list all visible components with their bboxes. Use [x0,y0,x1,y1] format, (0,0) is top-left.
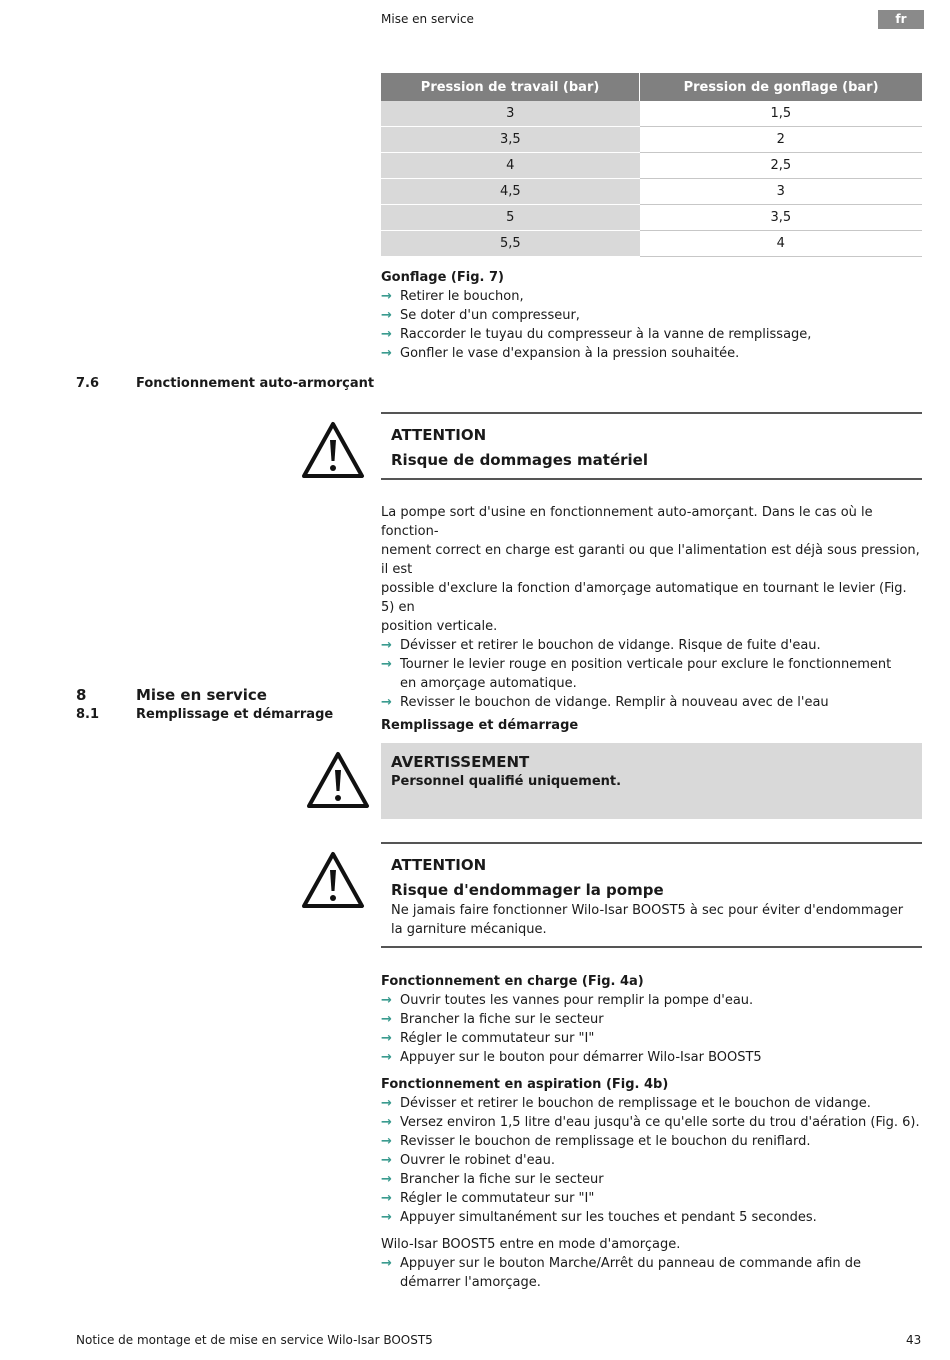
list-item: → Versez environ 1,5 litre d'eau jusqu'à ce qu'elle sorte du trou d'aération (Fig. 6). [381,1115,920,1130]
arrow-icon: → [381,1172,392,1187]
table-cell: 3,5 [381,127,640,153]
table-row [381,231,922,257]
notice-label: ATTENTION [391,426,487,444]
warning-triangle-icon [300,420,366,480]
section-title-8: Mise en service [136,686,267,704]
gonflage-section [381,268,922,363]
notice-subtitle: Risque d'endommager la pompe [391,881,664,899]
arrow-icon: → [381,346,392,361]
table-cell: 4 [381,153,640,179]
arrow-icon: → [381,695,392,710]
section-7-6-body [381,503,922,712]
list-item: → Revisser le bouchon de vidange. Remplir à nouveau avec de l'eau [381,695,829,710]
list-item: → Dévisser et retirer le bouchon de remplissage et le bouchon de vidange. [381,1096,871,1111]
attention-notice-damage [381,412,922,480]
arrow-icon: → [381,993,392,1008]
list-item: → Revisser le bouchon de remplissage et le bouchon du reniflard. [381,1134,811,1149]
arrow-icon: → [381,1031,392,1046]
section-number-8: 8 [76,686,87,704]
list-item: → Ouvrir toutes les vannes pour remplir la pompe d'eau. [381,993,754,1008]
list-item: → Brancher la fiche sur le secteur [381,1012,604,1027]
table-cell: 4,5 [381,179,640,205]
table-row [381,179,922,205]
table-cell: 1,5 [640,101,922,127]
amorcage-text: Wilo-Isar BOOST5 entre en mode d'amorçage. [381,1237,681,1252]
instruction-list [381,636,922,712]
section-title-7-6: Fonctionnement auto-armorçant [136,376,375,391]
arrow-icon: → [381,1256,392,1271]
notice-text: Ne jamais faire fonctionner Wilo-Isar BOOST5 à sec pour éviter d'endommager la garniture mécanique. [391,903,904,937]
list-item: → Appuyer simultanément sur les touches et pendant 5 secondes. [381,1210,817,1225]
arrow-icon: → [381,308,392,323]
gonflage-list [381,287,922,363]
table-header-inflation-pressure: Pression de gonflage (bar) [640,73,922,101]
section-number-7-6: 7.6 [76,376,100,391]
table-row [381,205,922,231]
list-item: → Appuyer sur le bouton pour démarrer Wilo-Isar BOOST5 [381,1050,762,1065]
list-item: → Régler le commutateur sur "I" [381,1031,595,1046]
arrow-icon: → [381,327,392,342]
subsection-heading: Remplissage et démarrage [381,718,579,733]
charge-section [381,972,922,1067]
table-row [381,101,922,127]
warning-triangle-icon [305,750,371,810]
amorcage-list [381,1254,922,1292]
table-cell: 3 [640,179,922,205]
list-item: → Se doter d'un compresseur, [381,308,580,323]
aspiration-list [381,1094,922,1227]
list-item: → Ouvrer le robinet d'eau. [381,1153,555,1168]
notice-subtitle: Risque de dommages matériel [391,451,648,469]
header-title: Mise en service [381,12,474,26]
section-title-8-1: Remplissage et démarrage [136,707,334,722]
arrow-icon: → [381,1012,392,1027]
arrow-icon: → [381,1096,392,1111]
list-item: → Retirer le bouchon, [381,289,524,304]
charge-title: Fonctionnement en charge (Fig. 4a) [381,974,644,989]
table-header-row [381,73,922,101]
notice-label: ATTENTION [391,856,487,874]
amorcage-section [381,1235,922,1292]
arrow-icon: → [381,657,392,672]
language-badge: fr [878,10,924,29]
arrow-icon: → [381,638,392,653]
list-item: → Brancher la fiche sur le secteur [381,1172,604,1187]
warning-triangle-icon [300,850,366,910]
list-item: → Dévisser et retirer le bouchon de vidange. Risque de fuite d'eau. [381,638,821,653]
arrow-icon: → [381,1050,392,1065]
arrow-icon: → [381,1115,392,1130]
table-cell: 5,5 [381,231,640,257]
notice-subtitle: Personnel qualifié uniquement. [391,774,622,789]
pressure-table [381,73,922,257]
list-item: → Gonfler le vase d'expansion à la pression souhaitée. [381,346,740,361]
list-item: → Régler le commutateur sur "I" [381,1191,595,1206]
arrow-icon: → [381,289,392,304]
table-header-working-pressure: Pression de travail (bar) [381,73,640,101]
arrow-icon: → [381,1153,392,1168]
aspiration-section [381,1075,922,1227]
arrow-icon: → [381,1210,392,1225]
section-number-8-1: 8.1 [76,707,100,722]
footer-text: Notice de montage et de mise en service Wilo-Isar BOOST5 [76,1333,433,1347]
page-number: 43 [906,1333,922,1347]
table-cell: 3,5 [640,205,922,231]
table-cell: 3 [381,101,640,127]
table-cell: 2 [640,127,922,153]
charge-list [381,991,922,1067]
table-row [381,127,922,153]
warning-notice-qualified [381,743,922,819]
paragraph: La pompe sort d'usine en fonctionnement auto-amorçant. Dans le cas où le fonction- nement correct en charge est garanti ou que l'alimentation est déjà sous pression, il est possible d'exclure la fonction d'amorçage automatique en tournant le levier (Fig. 5) en position verticale. [381,505,920,634]
list-item: → Tourner le levier rouge en position verticale pour exclure le fonctionnement en amorçage automatique. [381,657,892,691]
arrow-icon: → [381,1191,392,1206]
aspiration-title: Fonctionnement en aspiration (Fig. 4b) [381,1077,669,1092]
list-item: → Raccorder le tuyau du compresseur à la vanne de remplissage, [381,327,812,342]
table-cell: 5 [381,205,640,231]
notice-label: AVERTISSEMENT [391,753,530,771]
table-cell: 2,5 [640,153,922,179]
gonflage-title: Gonflage (Fig. 7) [381,270,504,285]
arrow-icon: → [381,1134,392,1149]
attention-notice-pump [381,842,922,948]
table-row [381,153,922,179]
table-cell: 4 [640,231,922,257]
list-item: → Appuyer sur le bouton Marche/Arrêt du panneau de commande afin de démarrer l'amorçage. [381,1256,862,1290]
